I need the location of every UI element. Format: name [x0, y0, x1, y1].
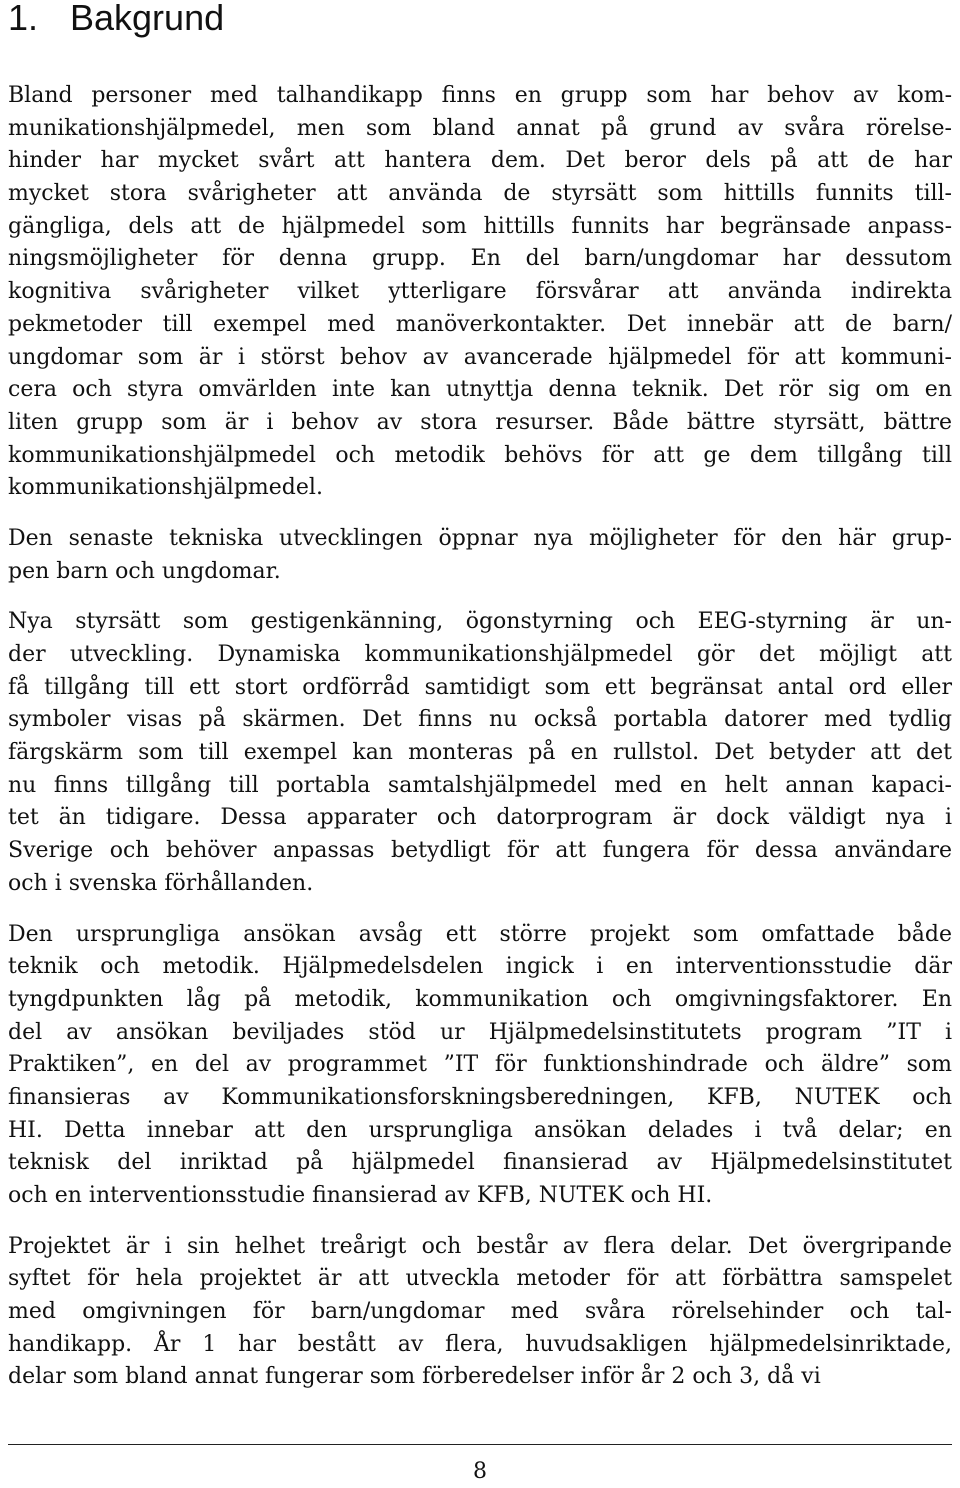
- text-line: delar som bland annat fungerar som förberedelser inför år 2 och 3, då vi: [8, 1364, 821, 1390]
- section-title: Bakgrund: [70, 0, 225, 38]
- text-line: Bland personer med talhandikapp finns en grupp som har behov av kom-: [8, 83, 952, 108]
- body-text: [8, 80, 952, 1412]
- text-line: kommunikationshjälpmedel och metodik behövs för att ge dem tillgång till: [8, 442, 952, 468]
- section-number: 1.: [8, 0, 39, 38]
- text-line: färgskärm som till exempel kan monteras på en rullstol. Det betyder att det: [8, 740, 952, 766]
- text-line: Den senaste tekniska utvecklingen öppnar nya möjligheter för den här grup-: [8, 525, 952, 551]
- text-line: munikationshjälpmedel, men som bland annat på grund av svåra rörelse-: [8, 115, 952, 141]
- footer-rule: [8, 1444, 952, 1445]
- text-line: kommunikationshjälpmedel.: [8, 475, 323, 501]
- text-line: cera och styra omvärlden inte kan utnyttja denna teknik. Det rör sig om en: [8, 377, 952, 403]
- page-number: 8: [473, 1459, 487, 1484]
- paragraph: [8, 80, 952, 505]
- paragraph: [8, 919, 952, 1213]
- section-heading: [8, 0, 224, 40]
- text-line: del av ansökan beviljades stöd ur Hjälpmedelsinstitutets program ”IT i: [8, 1019, 952, 1045]
- text-line: teknik och metodik. Hjälpmedelsdelen ingick i en interventionsstudie där: [8, 954, 952, 980]
- text-line: Projektet är i sin helhet treårigt och består av flera delar. Det övergripande: [8, 1233, 952, 1259]
- text-line: syftet för hela projektet är att utveckla metoder för att förbättra samspelet: [8, 1266, 952, 1292]
- text-line: handikapp. År 1 har bestått av flera, huvudsakligen hjälpmedelsinriktade,: [8, 1331, 952, 1357]
- text-line: gängliga, dels att de hjälpmedel som hittills funnits har begränsade anpass-: [8, 213, 952, 239]
- text-line: HI. Detta innebar att den ursprungliga ansökan delades i två delar; en: [8, 1117, 952, 1143]
- text-line: och en interventionsstudie finansierad av KFB, NUTEK och HI.: [8, 1183, 713, 1208]
- paragraph: [8, 606, 952, 900]
- text-line: hinder har mycket svårt att hantera dem. Det beror dels på att de har: [8, 148, 952, 174]
- text-line: tyngdpunkten låg på metodik, kommunikation och omgivningsfaktorer. En: [8, 986, 952, 1012]
- text-line: pekmetoder till exempel med manöverkontakter. Det innebär att de barn/: [8, 311, 952, 337]
- text-line: få tillgång till ett stort ordförråd samtidigt som ett begränsat antal ord eller: [8, 674, 952, 700]
- text-line: tet än tidigare. Dessa apparater och datorprogram är dock väldigt nya i: [8, 805, 952, 831]
- text-line: Nya styrsätt som gestigenkänning, ögonstyrning och EEG-styrning är un-: [8, 609, 952, 635]
- text-line: liten grupp som är i behov av stora resurser. Både bättre styrsätt, bättre: [8, 409, 952, 435]
- text-line: Den ursprungliga ansökan avsåg ett större projekt som omfattade både: [8, 921, 952, 947]
- text-line: Praktiken”, en del av programmet ”IT för funktionshindrade och äldre” som: [8, 1052, 952, 1078]
- text-line: ningsmöjligheter för denna grupp. En del barn/ungdomar har dessutom: [8, 246, 952, 272]
- text-line: nu finns tillgång till portabla samtalshjälpmedel med en helt annan kapaci-: [8, 772, 952, 798]
- text-line: kognitiva svårigheter vilket ytterligare försvårar att använda indirekta: [8, 279, 952, 305]
- text-line: pen barn och ungdomar.: [8, 558, 281, 584]
- text-line: finansieras av Kommunikationsforskningsberedningen, KFB, NUTEK och: [8, 1084, 952, 1110]
- paragraph: [8, 523, 952, 588]
- text-line: der utveckling. Dynamiska kommunikationshjälpmedel gör det möjligt att: [8, 642, 952, 667]
- text-line: Sverige och behöver anpassas betydligt för att fungera för dessa användare: [8, 838, 952, 864]
- text-line: mycket stora svårigheter att använda de styrsätt som hittills funnits till-: [8, 181, 952, 207]
- paragraph: [8, 1231, 952, 1394]
- text-line: teknisk del inriktad på hjälpmedel finansierad av Hjälpmedelsinstitutet: [8, 1150, 952, 1176]
- text-line: med omgivningen för barn/ungdomar med svåra rörelsehinder och tal-: [8, 1299, 952, 1325]
- text-line: och i svenska förhållanden.: [8, 870, 314, 896]
- text-line: symboler visas på skärmen. Det finns nu också portabla datorer med tydlig: [8, 707, 952, 733]
- text-line: ungdomar som är i störst behov av avancerade hjälpmedel för att kommuni-: [8, 344, 952, 370]
